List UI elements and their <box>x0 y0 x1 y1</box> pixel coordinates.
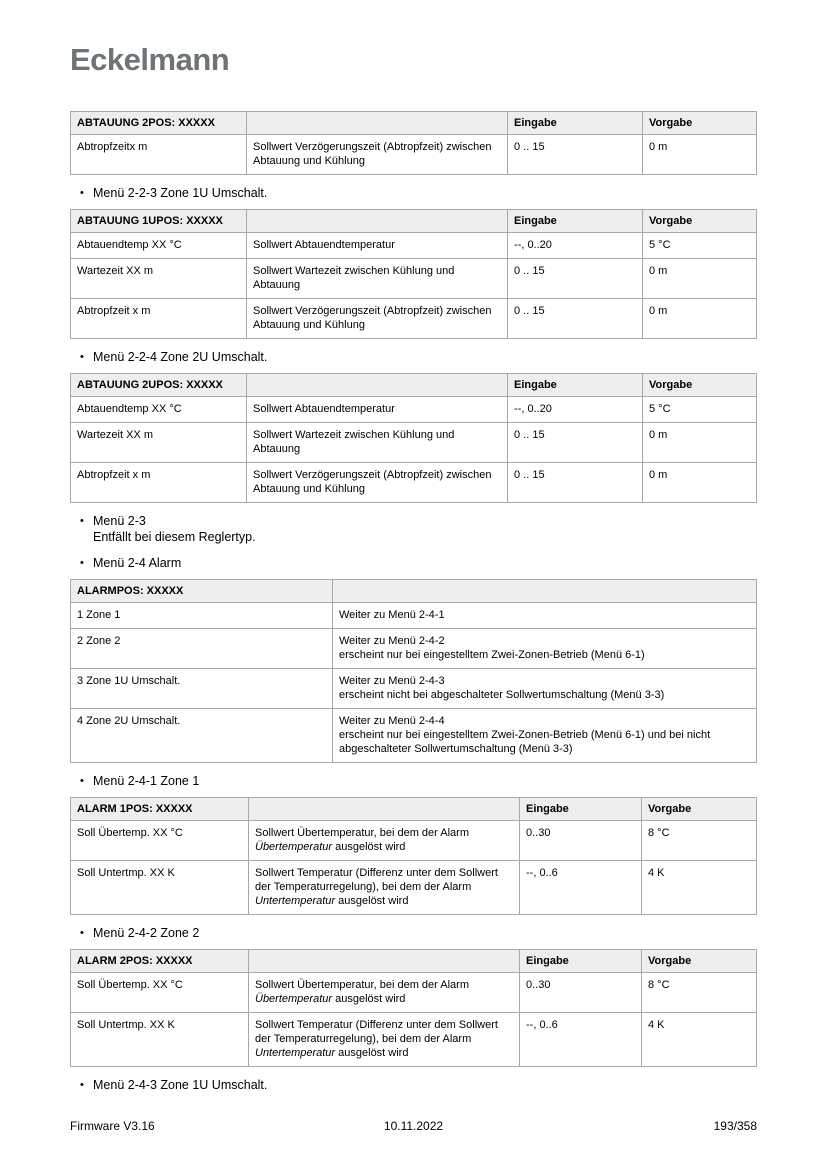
table-row <box>71 299 757 339</box>
description-text: Sollwert Temperatur (Differenz unter dem Sollwert der Temperaturregelung), bei dem der Alarm <box>255 1019 498 1045</box>
vorgabe-cell: 8 °C <box>642 973 757 1013</box>
bullet-label: Menü 2-4 Alarm <box>93 556 182 570</box>
bullet-menu-2-3 <box>80 513 756 545</box>
description-cell: Sollwert Verzögerungszeit (Abtropfzeit) zwischen Abtauung und Kühlung <box>247 299 508 339</box>
param-cell: Soll Untertmp. XX K <box>71 861 249 915</box>
bullet-icon: • <box>80 927 84 939</box>
table-abtauung-2upos <box>70 373 757 503</box>
header-spacer-cell <box>247 374 508 397</box>
column-header-eingabe: Eingabe <box>508 210 643 233</box>
header-spacer-cell <box>247 112 508 135</box>
column-header-eingabe: Eingabe <box>520 950 642 973</box>
eingabe-cell: 0 .. 15 <box>508 463 643 503</box>
bullet-icon: • <box>80 351 84 363</box>
table-header-row <box>71 374 757 397</box>
bullet-label: Menü 2-2-4 Zone 2U Umschalt. <box>93 350 268 364</box>
eingabe-cell: 0 .. 15 <box>508 135 643 175</box>
bullet-icon: • <box>80 187 84 199</box>
bullet-icon: • <box>80 775 84 787</box>
vorgabe-cell: 4 K <box>642 861 757 915</box>
table-header-row <box>71 798 757 821</box>
table-row <box>71 423 757 463</box>
eingabe-cell: 0..30 <box>520 821 642 861</box>
table-row <box>71 603 757 629</box>
table-row <box>71 397 757 423</box>
table-title: ABTAUUNG 1UPOS: XXXXX <box>71 210 247 233</box>
table-row <box>71 1013 757 1067</box>
table-abtauung-1upos <box>70 209 757 339</box>
eingabe-cell: 0 .. 15 <box>508 423 643 463</box>
bullet-sublabel: Entfällt bei diesem Reglertyp. <box>93 530 256 544</box>
table-row <box>71 463 757 503</box>
table-title: ALARMPOS: XXXXX <box>71 580 333 603</box>
param-cell: Abtropfzeitx m <box>71 135 247 175</box>
eingabe-cell: --, 0..6 <box>520 861 642 915</box>
description-text: ausgelöst wird <box>335 1047 409 1059</box>
eingabe-cell: --, 0..6 <box>520 1013 642 1067</box>
param-cell: Soll Untertmp. XX K <box>71 1013 249 1067</box>
vorgabe-cell: 0 m <box>643 423 757 463</box>
option-cell: 4 Zone 2U Umschalt. <box>71 709 333 763</box>
table-row <box>71 629 757 669</box>
table-header-row <box>71 112 757 135</box>
description-cell <box>249 861 520 915</box>
table-row <box>71 135 757 175</box>
table-title: ALARM 1POS: XXXXX <box>71 798 249 821</box>
description-cell <box>249 821 520 861</box>
vorgabe-cell: 0 m <box>643 135 757 175</box>
bullet-label: Menü 2-4-3 Zone 1U Umschalt. <box>93 1078 268 1092</box>
header-spacer-cell <box>249 950 520 973</box>
eingabe-cell: 0 .. 15 <box>508 259 643 299</box>
footer-page-number: 193/358 <box>713 1119 757 1133</box>
table-title: ABTAUUNG 2POS: XXXXX <box>71 112 247 135</box>
param-cell: Soll Übertemp. XX °C <box>71 973 249 1013</box>
detail-line: erscheint nicht bei abgeschalteter Sollwertumschaltung (Menü 3-3) <box>339 689 665 701</box>
page-content <box>70 44 756 1101</box>
detail-cell <box>333 629 757 669</box>
bullet-label: Menü 2-4-2 Zone 2 <box>93 926 200 940</box>
detail-cell <box>333 669 757 709</box>
column-header-vorgabe: Vorgabe <box>642 950 757 973</box>
column-header-vorgabe: Vorgabe <box>643 210 757 233</box>
param-cell: Abtropfzeit x m <box>71 463 247 503</box>
detail-cell <box>333 709 757 763</box>
param-cell: Abtauendtemp XX °C <box>71 397 247 423</box>
table-row <box>71 259 757 299</box>
table-row <box>71 709 757 763</box>
bullet-menu-2-4-1 <box>80 773 756 789</box>
table-alarmpos <box>70 579 757 763</box>
eckelmann-logo: Eckelmann <box>70 42 230 77</box>
column-header-eingabe: Eingabe <box>508 374 643 397</box>
option-cell: 1 Zone 1 <box>71 603 333 629</box>
table-abtauung-2pos <box>70 111 757 175</box>
bullet-menu-2-4-3 <box>80 1077 756 1093</box>
bullet-label: Menü 2-2-3 Zone 1U Umschalt. <box>93 186 268 200</box>
description-italic: Übertemperatur <box>255 993 333 1005</box>
eingabe-cell: --, 0..20 <box>508 233 643 259</box>
bullet-menu-2-4-2 <box>80 925 756 941</box>
option-cell: 2 Zone 2 <box>71 629 333 669</box>
description-cell: Sollwert Verzögerungszeit (Abtropfzeit) zwischen Abtauung und Kühlung <box>247 135 508 175</box>
detail-cell <box>333 603 757 629</box>
table-alarm-1pos <box>70 797 757 915</box>
param-cell: Abtauendtemp XX °C <box>71 233 247 259</box>
vorgabe-cell: 8 °C <box>642 821 757 861</box>
description-text: ausgelöst wird <box>332 841 406 853</box>
bullet-label: Menü 2-3 <box>93 514 146 528</box>
detail-line: Weiter zu Menü 2-4-3 <box>339 675 445 687</box>
param-cell: Abtropfzeit x m <box>71 299 247 339</box>
bullet-menu-2-2-4 <box>80 349 756 365</box>
description-cell: Sollwert Wartezeit zwischen Kühlung und Abtauung <box>247 423 508 463</box>
description-cell <box>249 973 520 1013</box>
bullet-menu-2-4 <box>80 555 756 571</box>
table-row <box>71 233 757 259</box>
table-header-row <box>71 950 757 973</box>
description-cell: Sollwert Wartezeit zwischen Kühlung und Abtauung <box>247 259 508 299</box>
description-italic: Untertemperatur <box>255 1047 336 1059</box>
eingabe-cell: 0..30 <box>520 973 642 1013</box>
vorgabe-cell: 4 K <box>642 1013 757 1067</box>
footer-firmware-version: Firmware V3.16 <box>70 1119 155 1133</box>
detail-line: erscheint nur bei eingestelltem Zwei-Zonen-Betrieb (Menü 6-1) und bei nicht abgeschalteter Sollwertumschaltung (Menü 3-3) <box>339 729 711 755</box>
vorgabe-cell: 5 °C <box>643 233 757 259</box>
param-cell: Wartezeit XX m <box>71 423 247 463</box>
table-title: ALARM 2POS: XXXXX <box>71 950 249 973</box>
header-spacer-cell <box>249 798 520 821</box>
eingabe-cell: --, 0..20 <box>508 397 643 423</box>
vorgabe-cell: 0 m <box>643 463 757 503</box>
vorgabe-cell: 0 m <box>643 259 757 299</box>
description-cell: Sollwert Abtauendtemperatur <box>247 397 508 423</box>
table-header-row <box>71 580 757 603</box>
bullet-text-block <box>93 513 256 545</box>
option-cell: 3 Zone 1U Umschalt. <box>71 669 333 709</box>
column-header-vorgabe: Vorgabe <box>643 112 757 135</box>
header-spacer-cell <box>333 580 757 603</box>
description-text: Sollwert Temperatur (Differenz unter dem Sollwert der Temperaturregelung), bei dem der Alarm <box>255 867 498 893</box>
table-title: ABTAUUNG 2UPOS: XXXXX <box>71 374 247 397</box>
detail-line: erscheint nur bei eingestelltem Zwei-Zonen-Betrieb (Menü 6-1) <box>339 649 645 661</box>
description-italic: Übertemperatur <box>255 841 333 853</box>
description-cell: Sollwert Abtauendtemperatur <box>247 233 508 259</box>
table-row <box>71 669 757 709</box>
bullet-label: Menü 2-4-1 Zone 1 <box>93 774 200 788</box>
description-cell: Sollwert Verzögerungszeit (Abtropfzeit) zwischen Abtauung und Kühlung <box>247 463 508 503</box>
description-text: Sollwert Übertemperatur, bei dem der Alarm <box>255 827 469 839</box>
footer-date: 10.11.2022 <box>383 1119 444 1133</box>
vorgabe-cell: 0 m <box>643 299 757 339</box>
description-text: Sollwert Übertemperatur, bei dem der Alarm <box>255 979 469 991</box>
column-header-vorgabe: Vorgabe <box>642 798 757 821</box>
table-header-row <box>71 210 757 233</box>
eingabe-cell: 0 .. 15 <box>508 299 643 339</box>
description-italic: Untertemperatur <box>255 895 336 907</box>
detail-line: Weiter zu Menü 2-4-4 <box>339 715 445 727</box>
description-text: ausgelöst wird <box>332 993 406 1005</box>
param-cell: Soll Übertemp. XX °C <box>71 821 249 861</box>
description-text: ausgelöst wird <box>335 895 409 907</box>
column-header-vorgabe: Vorgabe <box>643 374 757 397</box>
bullet-icon: • <box>80 1079 84 1091</box>
detail-line: Weiter zu Menü 2-4-2 <box>339 635 445 647</box>
column-header-eingabe: Eingabe <box>520 798 642 821</box>
column-header-eingabe: Eingabe <box>508 112 643 135</box>
vorgabe-cell: 5 °C <box>643 397 757 423</box>
bullet-icon: • <box>80 557 84 569</box>
table-row <box>71 821 757 861</box>
header-spacer-cell <box>247 210 508 233</box>
param-cell: Wartezeit XX m <box>71 259 247 299</box>
description-cell <box>249 1013 520 1067</box>
detail-line: Weiter zu Menü 2-4-1 <box>339 609 445 621</box>
table-row <box>71 861 757 915</box>
table-row <box>71 973 757 1013</box>
bullet-menu-2-2-3 <box>80 185 756 201</box>
table-alarm-2pos <box>70 949 757 1067</box>
bullet-icon: • <box>80 515 84 527</box>
